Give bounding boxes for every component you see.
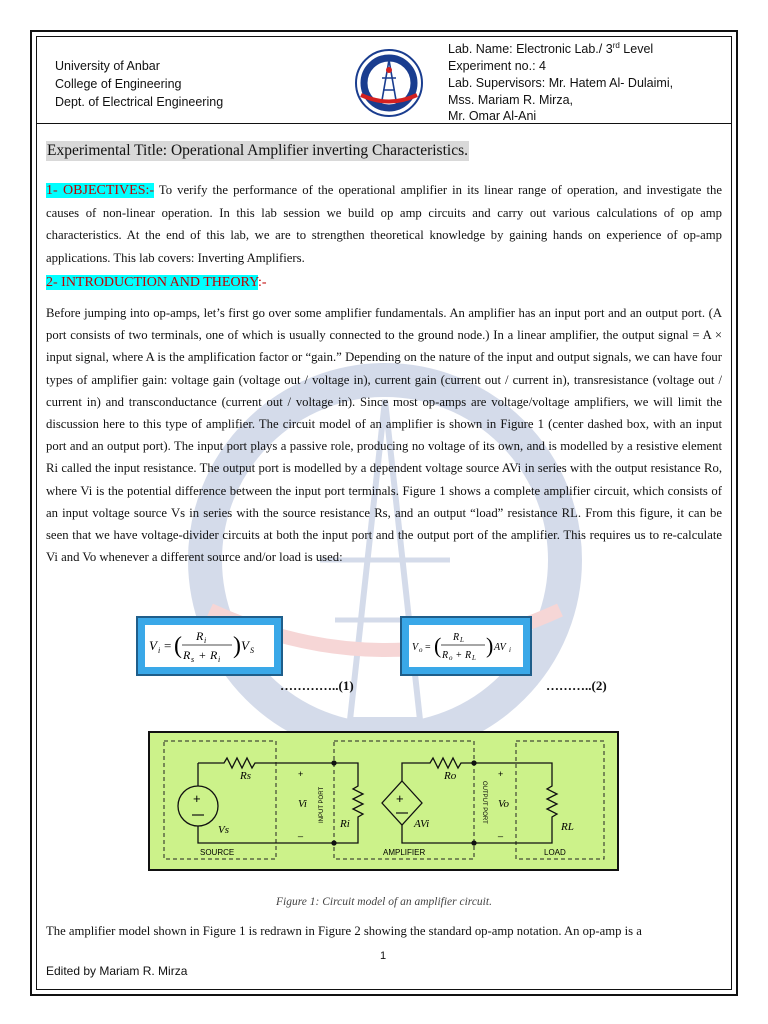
college-name: College of Engineering [55, 77, 182, 91]
ri-label: Ri [340, 818, 350, 830]
avi-label: AVi [414, 818, 430, 830]
eq2-rhs-sub: i [509, 646, 511, 654]
avi-plus-sign: + [396, 791, 404, 806]
vi-label: Vi [298, 798, 307, 810]
eq1-paren-left: ( [174, 633, 182, 659]
eq1-rhs: V [241, 638, 249, 653]
rs-label: Rs [240, 770, 251, 782]
lab-name-text: Lab. Name: Electronic Lab./ 3 [448, 42, 613, 57]
load-label: LOAD [544, 848, 566, 857]
eq2-num: R [453, 632, 460, 643]
equation-2-label: ………..(2) [546, 678, 607, 693]
vi-minus: _ [298, 827, 304, 837]
eq2-den-a: R [442, 650, 449, 661]
eq2-lhs-sub: o [419, 646, 423, 654]
output-terminal-bottom [472, 841, 476, 845]
supervisors-line-3: Mr. Omar Al-Ani [448, 109, 537, 124]
eq2-paren-right: ) [486, 633, 494, 658]
vo-minus: _ [498, 827, 504, 837]
vs-plus-sign: + [193, 791, 201, 806]
eq2-den-a-sub: o [449, 654, 453, 662]
eq1-den-a: R [183, 648, 191, 662]
input-terminal-top [332, 761, 336, 765]
eq1-den-b-sub: i [218, 655, 221, 664]
supervisors-line-1: Lab. Supervisors: Mr. Hatem Al- Dulaimi, [448, 75, 674, 90]
equation-1-label: …………..(1) [280, 678, 354, 693]
vo-plus: + [498, 769, 504, 779]
output-terminal-top [472, 761, 476, 765]
intro-heading-label: 2- INTRODUCTION AND THEORY [46, 275, 258, 290]
footer-editor: Edited by Mariam R. Mirza [46, 964, 188, 978]
continuation-paragraph: The amplifier model shown in Figure 1 is redrawn in Figure 2 showing the standard op-amp notation. An op-amp is a [46, 924, 642, 938]
source-label: SOURCE [200, 848, 235, 857]
vo-label: Vo [498, 798, 509, 810]
experiment-number: Experiment no.: 4 [448, 58, 546, 73]
eq2-lhs: V [412, 642, 419, 653]
rl-label: RL [561, 821, 574, 833]
vi-plus: + [298, 769, 304, 779]
lab-name [448, 38, 673, 58]
eq2-num-sub: L [460, 636, 464, 644]
input-port-label: INPUT PORT [319, 786, 325, 823]
lab-info-block [448, 38, 673, 125]
eq1-den-b: R [210, 648, 218, 662]
university-name: University of Anbar [55, 59, 160, 73]
eq2-paren-left: ( [434, 633, 442, 658]
eq1-rhs-sub: S [250, 646, 254, 655]
equation-1 [145, 625, 274, 667]
equation-1-box [136, 616, 283, 676]
lab-name-sup: rd [612, 41, 620, 50]
intro-heading [46, 273, 267, 293]
equation-2-box [400, 616, 532, 676]
eq1-lhs: V [149, 638, 157, 653]
equation-2 [409, 625, 523, 667]
eq2-plus: + [456, 650, 462, 661]
eq2-rhs: AV [494, 642, 506, 653]
figure-caption: Figure 1: Circuit model of an amplifier circuit. [276, 896, 492, 908]
eq1-plus: + [199, 648, 206, 662]
college-logo [343, 48, 435, 118]
objectives-text: To verify the performance of the operational amplifier in its linear range of operation, and investigate the causes of non-linear operation. In this lab session we build op amp circuits and carry out various calculations of op amp characteristics. At the end of this lab, we are to strengthen theoretical knowledge by gaining hands on experience of op-amp applications. This lab covers: Inverting Amplifiers. [46, 183, 722, 265]
vs-label: Vs [218, 824, 229, 836]
eq2-den-b: R [465, 650, 472, 661]
eq1-num: R [196, 629, 204, 643]
intro-paragraph: Before jumping into op-amps, let’s first go over some amplifier fundamentals. An amplifier has an input port and an output port. (A port consists of two terminals, one of which is usually connected to the ground node.) In a linear amplifier, the output signal = A × input signal, where A is the amplification factor or “gain.” Depending on the nature of the input and output signals, we can have four types of amplifier gain: voltage gain (voltage out / voltage in), current gain (current out / current in), transresistance (voltage out / current in) and transconductance (current out / voltage in). Since most op-amps are voltage/voltage amplifiers, we will limit the discussion here to this type of amplifier. The circuit model of an amplifier is shown in Figure 1 (center dashed box, with an input port and an output port). The input port plays a passive role, producing no voltage of its own, and is modelled by a resistive element Ri called the input resistance. The output port is modelled by a dependent voltage source AVi in series with the output resistance Ro, where Vi is the potential difference between the input port terminals. Figure 1 shows a complete amplifier circuit, which consists of an input voltage source Vs in series with the source resistance Rs, and an output “load” resistance RL. From this figure, it can be seen that we have voltage-divider circuits at both the input port and the output port of the amplifier. This requires us to re-calculate Vi and Vo whenever a different source and/or load is used: [46, 306, 722, 565]
eq1-paren-right: ) [233, 633, 241, 659]
amplifier-circuit-figure [148, 731, 619, 871]
eq1-equals: = [164, 638, 172, 653]
header-divider [36, 123, 732, 124]
output-port-label: OUTPUT PORT [481, 781, 487, 824]
page-number: 1 [380, 950, 387, 962]
objectives-paragraph [46, 179, 722, 269]
eq2-den-b-sub: L [472, 654, 476, 662]
amplifier-label: AMPLIFIER [383, 848, 426, 857]
equation-2-inner [409, 625, 523, 667]
eq1-den-a-sub: s [191, 655, 195, 664]
equation-1-inner [145, 625, 274, 667]
ro-label: Ro [444, 770, 457, 782]
lab-name-level: Level [619, 42, 654, 57]
supervisors-line-2: Mss. Mariam R. Mirza, [448, 92, 573, 107]
experiment-title: Experimental Title: Operational Amplifier inverting Characteristics. [47, 142, 468, 159]
objectives-heading: 1- OBJECTIVES:- [46, 183, 155, 198]
university-block [55, 57, 223, 111]
eq1-lhs-sub: i [158, 646, 161, 655]
intro-heading-suffix: :- [257, 275, 267, 290]
eq2-equals: = [425, 642, 431, 653]
eq1-num-sub: i [204, 636, 207, 645]
input-terminal-bottom [332, 841, 336, 845]
department-name: Dept. of Electrical Engineering [55, 95, 224, 109]
